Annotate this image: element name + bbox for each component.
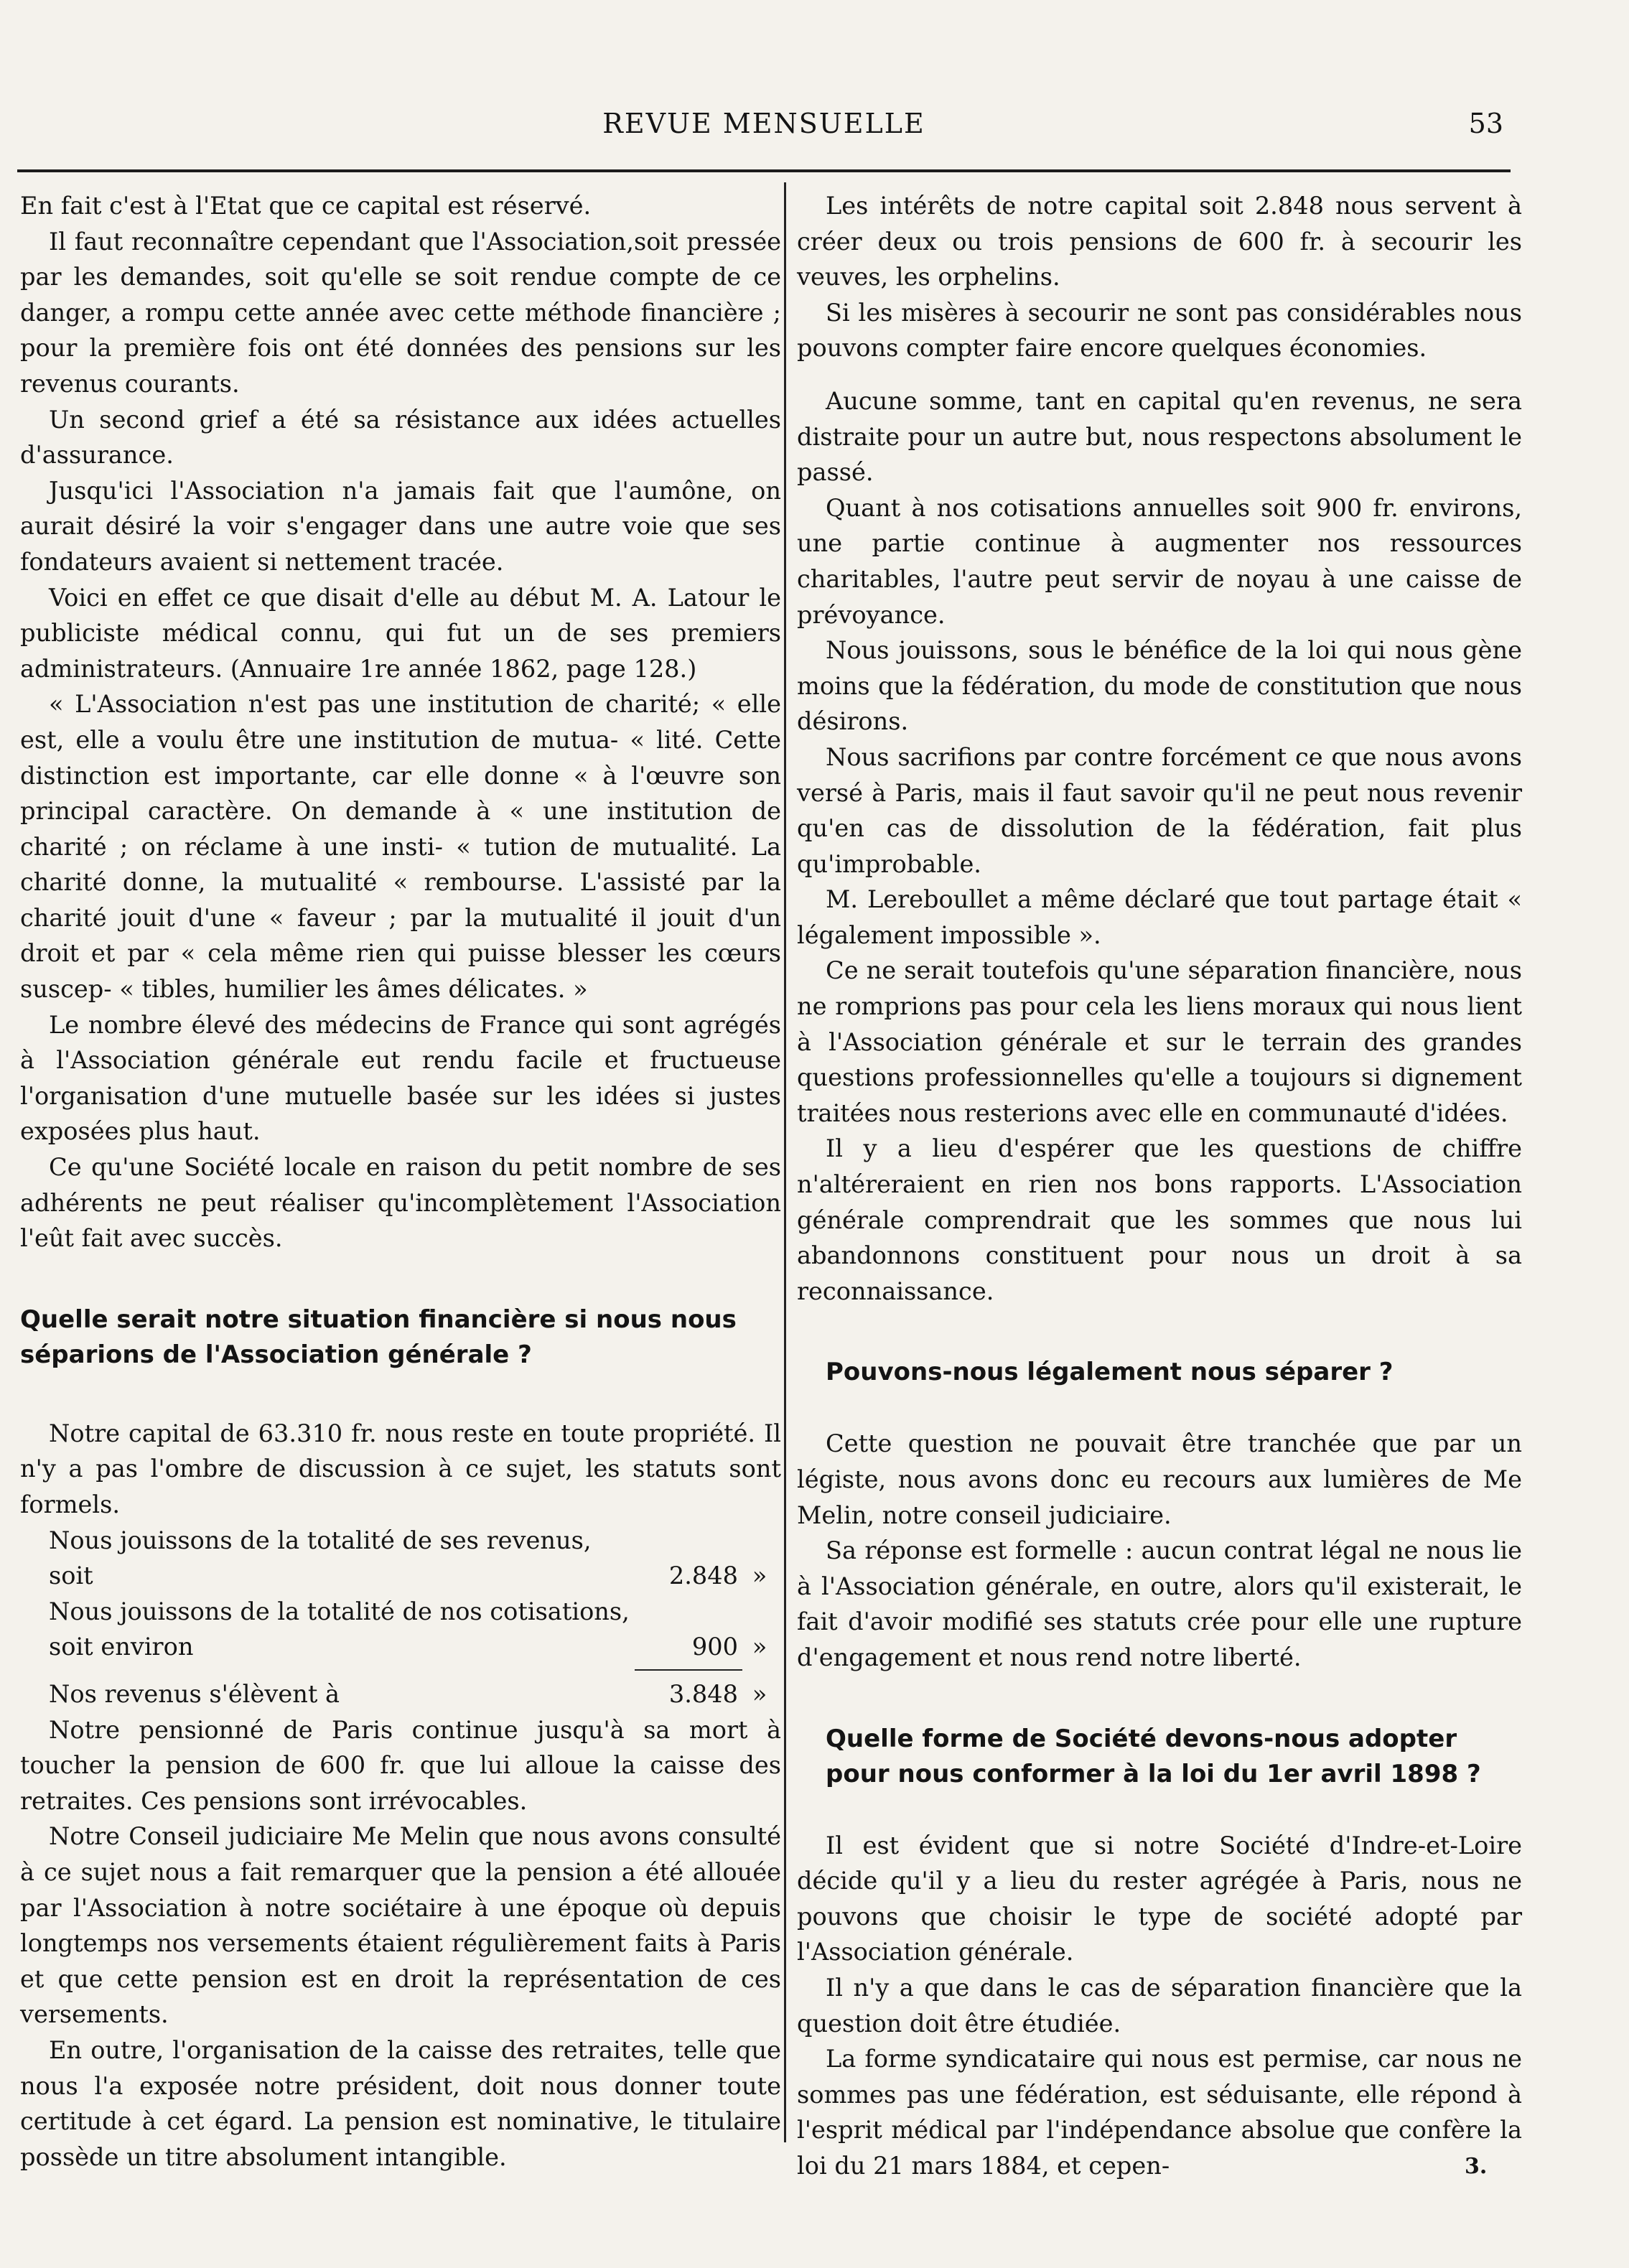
right-column — [797, 188, 1522, 2184]
left-column — [20, 188, 781, 2175]
paragraph: En outre, l'organisation de la caisse des retraites, telle que nous l'a exposée notre président, doit nous donner toute certitude à cet égard. La pension est nominative, le titulaire possède un titre absolument intangible. — [20, 2035, 781, 2171]
paragraph: Il y a lieu d'espérer que les questions de chiffre n'altéreraient en rien nos bons rapports. L'Association générale comprendrait que les sommes que nous lui abandonnons constituent pour nous un droit à sa reconnaissance. — [797, 1134, 1522, 1305]
page-header — [17, 108, 1511, 151]
paragraph: Notre pensionné de Paris continue jusqu'à sa mort à toucher la pension de 600 fr. que lui alloue la caisse des retraites. Ces pensions sont irrévocables. — [20, 1715, 781, 1815]
paragraph: Nous sacrifions par contre forcément ce que nous avons versé à Paris, mais il faut savoir qu'il ne peut nous revenir qu'en cas de dissolution de la fédération, fait plus qu'improbable. — [797, 742, 1522, 878]
financial-total-row — [20, 1676, 781, 1712]
paragraph: Notre Conseil judiciaire Me Melin que nous avons consulté à ce sujet nous a fait remarquer que la pension a été allouée par l'Association à notre sociétaire à une époque où depuis longtemps nos versements étaient régulièrement faits à Paris et que cette pension est en droit la représentation de ces versements. — [20, 1822, 781, 2029]
paragraph: Si les misères à secourir ne sont pas considérables nous pouvons compter faire encore quelques économies. — [797, 298, 1522, 363]
financial-label: Nous jouissons de la totalité de ses revenus, soit — [49, 1526, 592, 1590]
paragraph: Les intérêts de notre capital soit 2.848 nous servent à créer deux ou trois pensions de 600 fr. à secourir les veuves, les orphelins. — [797, 192, 1522, 291]
paragraph: Notre capital de 63.310 fr. nous reste en toute propriété. Il n'y a pas l'ombre de discussion à ce sujet, les statuts sont formels. — [20, 1419, 781, 1518]
sum-rule — [635, 1669, 742, 1671]
paragraph: M. Lereboullet a même déclaré que tout partage était « légalement impossible ». — [797, 885, 1522, 949]
paragraph: Jusqu'ici l'Association n'a jamais fait que l'aumône, on aurait désiré la voir s'engager dans une autre voie que ses fondateurs avaient si nettement tracée. — [20, 476, 781, 576]
financial-row — [20, 1523, 781, 1594]
page-number: 53 — [1468, 108, 1503, 139]
section-heading: Pouvons-nous légalement nous séparer ? — [826, 1358, 1394, 1387]
financial-unit: » — [752, 1633, 767, 1661]
paragraph: Le nombre élevé des médecins de France qui sont agrégés à l'Association générale eut rendu facile et fructueuse l'organisation d'une mutuelle basée sur les idées si justes exposées plus haut. — [20, 1010, 781, 1146]
paragraph: Cette question ne pouvait être tranchée que par un légiste, nous avons donc eu recours aux lumières de Me Melin, notre conseil judiciaire. — [797, 1429, 1522, 1529]
signature-mark: 3. — [1465, 2154, 1488, 2179]
financial-value: 3.848 — [668, 1679, 738, 1708]
financial-unit: » — [752, 1562, 767, 1590]
column-divider — [784, 182, 786, 2142]
financial-table — [20, 1523, 781, 1712]
financial-value: 2.848 — [668, 1562, 738, 1590]
section-heading: Quelle serait notre situation financière si nous nous séparions de l'Association générale ? — [20, 1305, 737, 1369]
paragraph: Aucune somme, tant en capital qu'en revenus, ne sera distraite pour un autre but, nous respectons absolument le passé. — [797, 386, 1522, 487]
paragraph: La forme syndicataire qui nous est permise, car nous ne sommes pas une fédération, est séduisante, elle répond à l'esprit médical par l'indépendance absolue que confère la loi du 21 mars 1884, et cepen- — [797, 2045, 1522, 2180]
running-title: REVUE MENSUELLE — [602, 108, 925, 139]
paragraph: En fait c'est à l'Etat que ce capital est réservé. — [20, 192, 592, 220]
paragraph: Ce ne serait toutefois qu'une séparation financière, nous ne romprions pas pour cela les liens moraux qui nous lient à l'Association générale et sur le terrain des grandes questions professionnelles qu'elle a toujours si dignement traitées nous resterions avec elle en communauté d'idées. — [797, 956, 1522, 1127]
paragraph: Quant à nos cotisations annuelles soit 900 fr. environs, une partie continue à augmenter nos ressources charitables, l'autre peut servir de noyau à une caisse de prévoyance. — [797, 493, 1522, 629]
financial-label: Nous jouissons de la totalité de nos cotisations, soit environ — [49, 1597, 630, 1661]
financial-unit: » — [752, 1679, 767, 1708]
block-quote: « L'Association n'est pas une institution de charité; « elle est, elle a voulu être une institution de mutua- « lité. Cette distinction est importante, car elle donne « à l'œuvre son principal caractère. On demande à « une institution de charité ; on réclame à une insti- « tution de mutualité. La charité donne, la mutualité « rembourse. L'assisté par la charité jouit d'une « faveur ; par la mutualité il jouit d'un droit et par « cela même rien qui puisse blesser les cœurs suscep- « tibles, humilier les âmes délicates. » — [20, 690, 781, 1004]
section-heading: Quelle forme de Société devons-nous adopter pour nous conformer à la loi du 1er avril 1898 ? — [826, 1724, 1481, 1788]
paragraph: Il faut reconnaître cependant que l'Association,soit pressée par les demandes, soit qu'elle se soit rendue compte de ce danger, a rompu cette année avec cette méthode financière ; pour la première fois ont été données des pensions sur les revenus courants. — [20, 227, 781, 398]
paragraph: Nous jouissons, sous le bénéfice de la loi qui nous gène moins que la fédération, du mode de constitution que nous désirons. — [797, 636, 1522, 736]
paragraph: Ce qu'une Société locale en raison du petit nombre de ses adhérents ne peut réaliser qu'incomplètement l'Association l'eût fait avec succès. — [20, 1153, 781, 1253]
financial-label: Nos revenus s'élèvent à — [49, 1679, 340, 1708]
financial-value: 900 — [691, 1633, 738, 1661]
paragraph: Il est évident que si notre Société d'Indre-et-Loire décide qu'il y a lieu du rester agrégée à Paris, nous ne pouvons que choisir le type de société adopté par l'Association générale. — [797, 1831, 1522, 1966]
header-rule — [17, 169, 1511, 172]
paragraph: Sa réponse est formelle : aucun contrat légal ne nous lie à l'Association générale, en outre, alors qu'il existerait, le fait d'avoir modifié ses statuts crée pour elle une rupture d'engagement et nous rend notre liberté. — [797, 1536, 1522, 1671]
financial-row — [20, 1594, 781, 1665]
paragraph: Un second grief a été sa résistance aux idées actuelles d'assurance. — [20, 405, 781, 470]
paragraph: Voici en effet ce que disait d'elle au début M. A. Latour le publiciste médical connu, qui fut un de ses premiers administrateurs. (Annuaire 1re année 1862, page 128.) — [20, 583, 781, 683]
paragraph: Il n'y a que dans le cas de séparation financière que la question doit être étudiée. — [797, 1973, 1522, 2038]
